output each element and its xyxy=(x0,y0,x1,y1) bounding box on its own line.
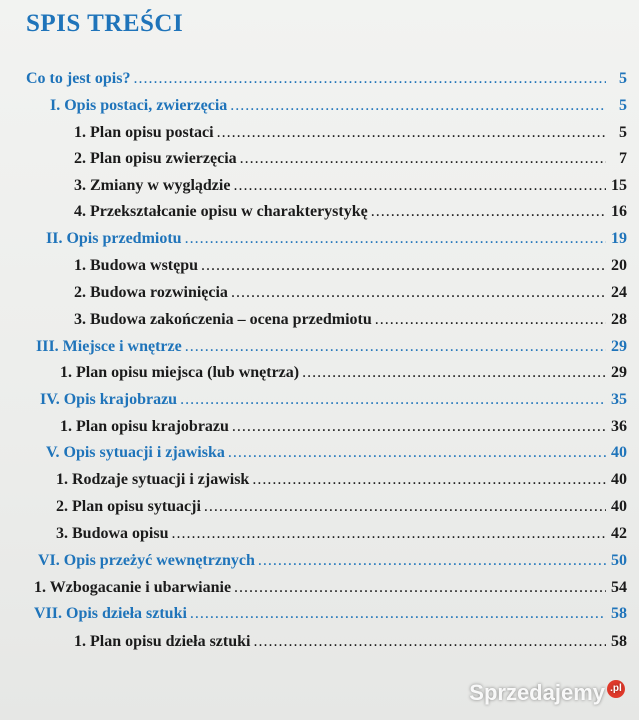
toc-entry-page: 36 xyxy=(611,418,627,435)
toc-leader-dots xyxy=(190,605,606,623)
toc-entry-page: 40 xyxy=(611,471,627,488)
toc-entry-label: 4. Przekształcanie opisu w charakterystykę xyxy=(74,203,368,220)
toc-entry-page: 19 xyxy=(611,230,627,247)
toc-entry-label: 1. Wzbogacanie i ubarwianie xyxy=(34,579,232,596)
toc-entry-page: 7 xyxy=(619,150,627,167)
toc-leader-dots xyxy=(204,498,606,516)
toc-entry-page: 5 xyxy=(619,124,627,141)
toc-entry xyxy=(36,338,627,364)
toc-entry xyxy=(74,150,627,176)
toc-leader-dots xyxy=(133,70,606,88)
toc-entry-page: 40 xyxy=(611,444,627,461)
toc-entry xyxy=(74,311,627,337)
toc-entry xyxy=(56,525,627,551)
toc-leader-dots xyxy=(185,338,606,356)
toc-leader-dots xyxy=(258,552,606,570)
toc-entry-label: V. Opis sytuacji i zjawiska xyxy=(46,444,225,461)
watermark-text: Sprzedajemy xyxy=(469,680,605,705)
toc-entry-label: VII. Opis dzieła sztuki xyxy=(34,605,187,622)
toc-entry-label: Co to jest opis? xyxy=(26,70,131,87)
toc-entry xyxy=(60,418,627,444)
toc-entry-label: I. Opis postaci, zwierzęcia xyxy=(50,97,228,114)
toc-entry-page: 54 xyxy=(611,579,627,596)
toc-entry xyxy=(38,552,627,578)
toc-entry-page: 16 xyxy=(611,203,627,220)
toc-entry-page: 29 xyxy=(611,364,627,381)
toc-entry-page: 58 xyxy=(611,605,627,622)
toc-entry-label: IV. Opis krajobrazu xyxy=(40,391,178,408)
toc-entry xyxy=(60,364,627,390)
toc-leader-dots xyxy=(172,525,607,543)
toc-leader-dots xyxy=(375,311,606,329)
toc-leader-dots xyxy=(371,203,606,221)
toc-leader-dots xyxy=(253,633,606,651)
toc-entry-label: 3. Budowa opisu xyxy=(56,525,169,542)
toc-entry xyxy=(74,177,627,203)
toc-entry xyxy=(74,257,627,283)
toc-leader-dots xyxy=(230,97,606,115)
toc-entry-label: 1. Plan opisu dzieła sztuki xyxy=(74,633,251,650)
toc-entry xyxy=(46,444,627,470)
toc-leader-dots xyxy=(180,391,606,409)
toc-leader-dots xyxy=(185,230,606,248)
toc-leader-dots xyxy=(232,418,606,436)
toc-entry-label: II. Opis przedmiotu xyxy=(46,230,182,247)
toc-entry-page: 20 xyxy=(611,257,627,274)
toc-leader-dots xyxy=(234,579,606,597)
page-title: SPIS TREŚCI xyxy=(26,10,184,37)
toc-entry-page: 28 xyxy=(611,311,627,328)
toc-entry xyxy=(74,284,627,310)
watermark-badge: .pl xyxy=(607,680,625,698)
toc-entry-page: 24 xyxy=(611,284,627,301)
toc-entry-page: 58 xyxy=(611,633,627,650)
toc-leader-dots xyxy=(302,364,606,382)
toc-entry-page: 40 xyxy=(611,498,627,515)
toc-entry-page: 29 xyxy=(611,338,627,355)
toc-entry-label: III. Miejsce i wnętrze xyxy=(36,338,182,355)
toc-entry-label: 1. Plan opisu krajobrazu xyxy=(60,418,229,435)
toc-entry xyxy=(26,70,627,96)
watermark-logo xyxy=(469,680,625,706)
toc-entry-label: VI. Opis przeżyć wewnętrznych xyxy=(38,552,255,569)
toc-entry-label: 3. Zmiany w wyglądzie xyxy=(74,177,231,194)
toc-entry-label: 1. Plan opisu postaci xyxy=(74,124,214,141)
toc-entry-page: 35 xyxy=(611,391,627,408)
toc-leader-dots xyxy=(217,124,606,142)
toc-leader-dots xyxy=(240,150,606,168)
toc-entry xyxy=(74,633,627,659)
toc-entry-page: 15 xyxy=(611,177,627,194)
toc-entry-label: 1. Budowa wstępu xyxy=(74,257,199,274)
toc-entry xyxy=(34,605,627,631)
toc-entry xyxy=(56,471,627,497)
toc-entry-page: 42 xyxy=(611,525,627,542)
toc-entry-label: 1. Rodzaje sytuacji i zjawisk xyxy=(56,471,250,488)
toc-entry xyxy=(40,391,627,417)
toc-entry xyxy=(46,230,627,256)
toc-entry xyxy=(50,97,627,123)
toc-entry-label: 2. Budowa rozwinięcia xyxy=(74,284,228,301)
toc-entry-label: 3. Budowa zakończenia – ocena przedmiotu xyxy=(74,311,372,328)
toc-entry-page: 50 xyxy=(611,552,627,569)
toc-entry xyxy=(74,203,627,229)
toc-entry-page: 5 xyxy=(619,70,627,87)
toc-entry-label: 2. Plan opisu sytuacji xyxy=(56,498,201,515)
toc-entry xyxy=(34,579,627,605)
toc-entry-label: 2. Plan opisu zwierzęcia xyxy=(74,150,237,167)
toc-entry xyxy=(56,498,627,524)
toc-leader-dots xyxy=(228,444,606,462)
toc-leader-dots xyxy=(231,284,606,302)
toc-leader-dots xyxy=(252,471,606,489)
toc-entry xyxy=(74,124,627,150)
toc-entry-page: 5 xyxy=(619,97,627,114)
toc-entry-label: 1. Plan opisu miejsca (lub wnętrza) xyxy=(60,364,300,381)
toc-leader-dots xyxy=(201,257,606,275)
toc-leader-dots xyxy=(233,177,606,195)
